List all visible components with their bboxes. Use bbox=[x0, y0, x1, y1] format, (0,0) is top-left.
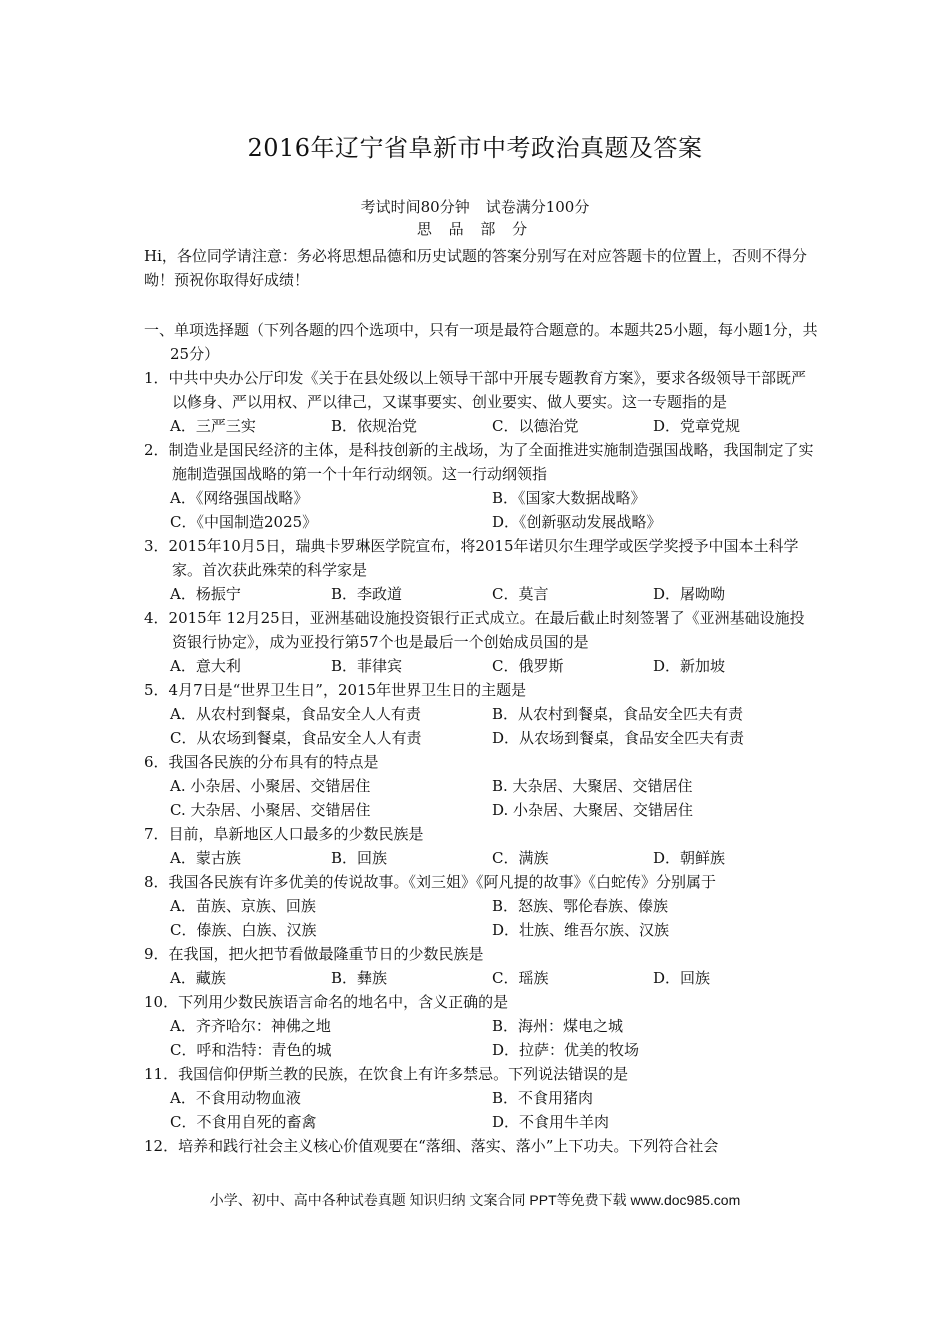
answer-option: A．从农村到餐桌，食品安全人人有责 bbox=[170, 705, 421, 723]
option-row bbox=[144, 1014, 814, 1038]
option-row bbox=[144, 1110, 814, 1134]
question bbox=[144, 366, 814, 438]
answer-option: B．《国家大数据战略》 bbox=[492, 489, 646, 507]
answer-option: D. 小杂居、大聚居、交错居住 bbox=[492, 801, 694, 819]
question-stem: 1．中共中央办公厅印发《关于在县处级以上领导干部中开展专题教育方案》，要求各级领导干部既严以修身、严以用权、严以律己，又谋事要实、创业要实、做人要实。这一专题指的是 bbox=[144, 369, 807, 411]
answer-option: D．《创新驱动发展战略》 bbox=[492, 513, 662, 531]
option-row bbox=[144, 510, 814, 534]
answer-option: C．《中国制造2025》 bbox=[170, 513, 318, 531]
exam-info bbox=[0, 196, 950, 217]
answer-option: C．莫言 bbox=[492, 585, 549, 603]
answer-option: D．朝鲜族 bbox=[653, 849, 726, 867]
answer-option: A．藏族 bbox=[170, 969, 226, 987]
option-row bbox=[144, 414, 814, 438]
option-row bbox=[144, 486, 814, 510]
option-row bbox=[144, 894, 814, 918]
answer-option: C．从农场到餐桌，食品安全人人有责 bbox=[170, 729, 422, 747]
question-stem: 8．我国各民族有许多优美的传说故事。《刘三姐》《阿凡提的故事》《白蛇传》分别属于 bbox=[144, 873, 717, 891]
answer-option: C．傣族、白族、汉族 bbox=[170, 921, 317, 939]
footer-text: 小学、初中、高中各种试卷真题 知识归纳 文案合同 PPT等免费下载 www.doc985.com bbox=[209, 1192, 741, 1208]
answer-option: B．回族 bbox=[331, 849, 388, 867]
answer-option: B．怒族、鄂伦春族、傣族 bbox=[492, 897, 669, 915]
option-row bbox=[144, 702, 814, 726]
answer-option: D．壮族、维吾尔族、汉族 bbox=[492, 921, 670, 939]
option-row bbox=[144, 654, 814, 678]
answer-option: D．不食用牛羊肉 bbox=[492, 1113, 610, 1131]
question bbox=[144, 822, 814, 870]
answer-option: B．海州：煤电之城 bbox=[492, 1017, 624, 1035]
option-row bbox=[144, 966, 814, 990]
question bbox=[144, 534, 814, 606]
option-row bbox=[144, 918, 814, 942]
answer-option: D．新加坡 bbox=[653, 657, 726, 675]
question-stem: 5．4月7日是“世界卫生日”，2015年世界卫生日的主题是 bbox=[144, 681, 527, 699]
answer-option: B．从农村到餐桌，食品安全匹夫有责 bbox=[492, 705, 744, 723]
answer-option: A．《网络强国战略》 bbox=[170, 489, 309, 507]
answer-option: C．以德治党 bbox=[492, 417, 579, 435]
answer-option: A．蒙古族 bbox=[170, 849, 241, 867]
question-stem: 11．我国信仰伊斯兰教的民族，在饮食上有许多禁忌。下列说法错误的是 bbox=[144, 1065, 629, 1083]
question-stem: 12．培养和践行社会主义核心价值观要在“落细、落实、落小”上下功夫。下列符合社会 bbox=[144, 1137, 719, 1155]
answer-option: A．杨振宁 bbox=[170, 585, 241, 603]
answer-option: D．拉萨：优美的牧场 bbox=[492, 1041, 640, 1059]
question-stem: 6．我国各民族的分布具有的特点是 bbox=[144, 753, 379, 771]
answer-option: B．彝族 bbox=[331, 969, 388, 987]
answer-option: C. 大杂居、小聚居、交错居住 bbox=[170, 801, 371, 819]
question bbox=[144, 870, 814, 942]
option-row bbox=[144, 798, 814, 822]
exam-time: 考试时间80分钟 bbox=[360, 198, 470, 216]
answer-option: B．不食用猪肉 bbox=[492, 1089, 594, 1107]
answer-option: B．李政道 bbox=[331, 585, 403, 603]
question bbox=[144, 438, 814, 534]
exam-score: 试卷满分100分 bbox=[485, 198, 590, 216]
answer-option: A．苗族、京族、回族 bbox=[170, 897, 316, 915]
question bbox=[144, 678, 814, 750]
question bbox=[144, 1134, 814, 1158]
question bbox=[144, 942, 814, 990]
question-stem: 10．下列用少数民族语言命名的地名中，含义正确的是 bbox=[144, 993, 509, 1011]
answer-option: C．瑶族 bbox=[492, 969, 549, 987]
question-stem: 4．2015年 12月25日，亚洲基础设施投资银行正式成立。在最后截止时刻签署了《亚洲基础设施投资银行协定》，成为亚投行第57个也是最后一个创始成员国的是 bbox=[144, 609, 805, 651]
question bbox=[144, 1062, 814, 1134]
answer-option: C．呼和浩特：青色的城 bbox=[170, 1041, 332, 1059]
answer-option: A．意大利 bbox=[170, 657, 241, 675]
answer-option: C．俄罗斯 bbox=[492, 657, 564, 675]
question-stem: 2．制造业是国民经济的主体，是科技创新的主战场，为了全面推进实施制造强国战略，我国制定了实施制造强国战略的第一个十年行动纲领。这一行动纲领指 bbox=[144, 441, 814, 483]
question bbox=[144, 606, 814, 678]
question bbox=[144, 990, 814, 1062]
option-row bbox=[144, 1038, 814, 1062]
question-stem: 9．在我国，把火把节看做最隆重节日的少数民族是 bbox=[144, 945, 484, 963]
question-stem: 3．2015年10月5日，瑞典卡罗琳医学院宣布，将2015年诺贝尔生理学或医学奖授予中国本土科学家。首次获此殊荣的科学家是 bbox=[144, 537, 799, 579]
option-row bbox=[144, 774, 814, 798]
answer-option: D．回族 bbox=[653, 969, 711, 987]
option-row bbox=[144, 582, 814, 606]
question bbox=[144, 750, 814, 822]
answer-option: C．不食用自死的畜禽 bbox=[170, 1113, 317, 1131]
question-stem: 7．目前，阜新地区人口最多的少数民族是 bbox=[144, 825, 424, 843]
option-row bbox=[144, 1086, 814, 1110]
answer-option: D．屠呦呦 bbox=[653, 585, 726, 603]
subject-heading: 思 品 部 分 bbox=[416, 220, 534, 238]
answer-option: B．依规治党 bbox=[331, 417, 418, 435]
option-row bbox=[144, 726, 814, 750]
option-row bbox=[144, 846, 814, 870]
answer-option: A．不食用动物血液 bbox=[170, 1089, 301, 1107]
question-list bbox=[144, 366, 814, 1158]
answer-option: C．满族 bbox=[492, 849, 549, 867]
answer-option: D．从农场到餐桌，食品安全匹夫有责 bbox=[492, 729, 745, 747]
answer-option: D．党章党规 bbox=[653, 417, 741, 435]
notice-text: Hi，各位同学请注意：务必将思想品德和历史试题的答案分别写在对应答题卡的位置上，否则不得分呦！预祝你取得好成绩！ bbox=[144, 247, 807, 289]
section-heading: 一、单项选择题（下列各题的四个选项中，只有一项是最符合题意的。本题共25小题，每小题1分，共25分） bbox=[144, 321, 818, 363]
answer-option: A. 小杂居、小聚居、交错居住 bbox=[170, 777, 371, 795]
answer-option: A．齐齐哈尔：神佛之地 bbox=[170, 1017, 331, 1035]
page-title: 2016年辽宁省阜新市中考政治真题及答案 bbox=[247, 134, 703, 162]
answer-option: A．三严三实 bbox=[170, 417, 256, 435]
answer-option: B．菲律宾 bbox=[331, 657, 403, 675]
answer-option: B. 大杂居、大聚居、交错居住 bbox=[492, 777, 693, 795]
